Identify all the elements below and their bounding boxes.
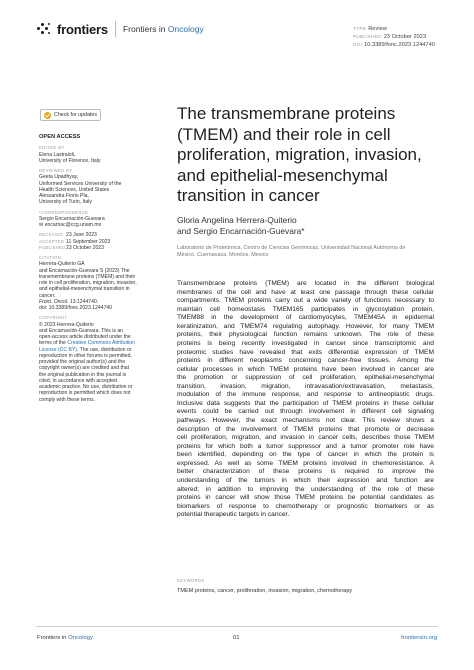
correspondence-email[interactable]: encarnac@ccg.unam.mx bbox=[44, 222, 102, 228]
footer-journal: Frontiers in Oncology bbox=[37, 635, 93, 641]
article-type: Review bbox=[368, 26, 387, 32]
frontiers-logo[interactable] bbox=[37, 21, 204, 37]
citation-doi[interactable]: doi: 10.3389/fonc.2023.1244740 bbox=[39, 305, 113, 311]
affiliation: Laboratorio de Proteómica, Centro de Ciencias Genómicas, Universidad Nacional Autónoma de México, Cuernavaca, Morelos, Mexico bbox=[177, 245, 406, 258]
sidebar-info: OPEN ACCESS EDITED BY Elena Lastraioli, University of Florence, Italy REVIEWED BY Geeta Upadhyay, Uniformed Services University of the Health Sciences, United States Alessandra Fiorio Pla, University of Turin, Italy *CORRESPONDENCE Sergio Encarnación-Guevara ✉ encarnac@ccg.unam.mx RECEIVED 23 June 2023 ACCEPTED 11 September 2023 PUBLISHED23 October 2023 CITATION Herrera-Quiterio GA and Encarnación-Guevara S (2023) The transmembrane proteins (TMEM) and their role in cell proliferation, migration, invasion, and epithelial-mesenchymal transition in cancer. Front. Oncol. 13:1244740. doi: 10.3389/fonc.2023.1244740 COPYRIGHT © 2023 Herrera-Quiterio and Encarnación-Guevara. This is an open-access article distributed under the terms of the Creative Commons Attribution License (CC BY). The use, distribution or reproduction in other forums is permitted, provided the original author(s) and the copyright owner(s) are credited and that the original publication in this journal is cited, in accordance with accepted academic practice. No use, distribution or reproduction is permitted which does not comply with these terms. bbox=[39, 134, 139, 403]
license-link[interactable]: Creative Commons Attribution bbox=[67, 340, 135, 347]
keywords: TMEM proteins, cancer, proliferation, invasion, migration, chemotherapy bbox=[177, 588, 353, 594]
doi[interactable]: 10.3389/fonc.2023.1244740 bbox=[364, 42, 435, 48]
abstract: Transmembrane proteins (TMEM) are located in the different biological membranes of the cell and have at least one passage through these cellular compartments. TMEM proteins carry out a wide variety of functions necessary to maintain cell homeostasis TMEM165 participates in glycosylation protein, TMEM88 in the development of cardiomyocytes, TMEM45A in epidermal keratinization, and TMEM74 regulating autophagy. However, for many TMEM proteins, their physiological function remains unknown. The role of these proteins is being recently investigated in cancer since transcriptomic and proteomic studies have revealed that exits differential expression of TMEM proteins in different neoplasms concerning cancer-free tissues. Among the cellular processes in which TMEM proteins have been involved in cancer are the promotion or suppression of cell proliferation, epithelial-mesenchymal transition, invasion, migration, intravasation/extravasation, metastasis, modulation of the immune response, and response to antineoplastic drugs. Inclusive data suggests that the participation of TMEM proteins in these cellular events could be carried out through involvement in different cell signaling pathways. However, the exact mechanisms not clear. This review shows a description of the involvement of TMEM proteins that promote or decrease cell proliferation, migration, and invasion in cancer cells, describes those TMEM proteins for which both a tumor suppressor and a tumor promoter role have been identified, depending on the type of cancer in which the protein is expressed. As well as some TMEM proteins involved in chemoresistance. A better characterization of these proteins is required to improve the understanding of the tumors in which their expression and function are altered; in addition to improving the understanding of the role of these proteins in cancer will show those TMEM proteins be potential candidates as biomarkers of response to chemotherapy or prognostic biomarkers or as potential therapeutic targets in cancer. bbox=[177, 280, 434, 519]
open-access-label: OPEN ACCESS bbox=[39, 134, 81, 140]
citation: Herrera-Quiterio GA and Encarnación-Guevara S (2023) The transmembrane proteins (TMEM) and their role in cell proliferation, migration, invasion, and epithelial-mesenchymal transition in cancer. Front. Oncol. 13:1244740. doi: 10.3389/fonc.2023.1244740 bbox=[39, 261, 139, 311]
brand-name: frontiers bbox=[57, 21, 108, 37]
article-title: The transmembrane proteins (TMEM) and their role in cell proliferation, migration, invasion, and epithelial-mesenchymal transition in cancer bbox=[177, 104, 422, 205]
page-number: 01 bbox=[233, 635, 240, 641]
copyright: © 2023 Herrera-Quiterio and Encarnación-Guevara. This is an open-access article distributed under the terms of the Creative Commons Attribution License (CC BY). The use, distribution or reproduction in other forums is permitted, provided the original author(s) and the copyright owner(s) are credited and that the original publication in this journal is cited, in accordance with accepted academic practice. No use, distribution or reproduction is permitted which does not comply with these terms. bbox=[39, 321, 135, 403]
correspondence: Sergio Encarnación-Guevara ✉ encarnac@ccg.unam.mx bbox=[39, 215, 105, 228]
journal-name: Frontiers in Oncology bbox=[122, 24, 204, 34]
dates: RECEIVED 23 June 2023 ACCEPTED 11 September 2023 PUBLISHED23 October 2023 bbox=[39, 232, 111, 251]
header-divider bbox=[115, 21, 116, 37]
frontiers-logo-icon bbox=[37, 22, 53, 36]
published-date: 23 October 2023 bbox=[383, 34, 427, 40]
email-icon: ✉ bbox=[39, 222, 44, 228]
authors: Gloria Angelina Herrera-Quiterio and Sergio Encarnación-Guevara* bbox=[177, 215, 305, 236]
edited-by: Elena Lastraioli, University of Florence, Italy bbox=[39, 151, 101, 164]
footer-site-link[interactable]: frontiersin.org bbox=[401, 635, 438, 641]
keywords-label: KEYWORDS bbox=[177, 578, 205, 583]
footer-divider bbox=[36, 626, 438, 627]
check-icon bbox=[44, 112, 51, 119]
reviewed-by: Geeta Upadhyay, Uniformed Services University of the Health Sciences, United States Alessandra Fiorio Pla, University of Turin, Italy bbox=[39, 174, 122, 206]
article-meta: TYPE Review PUBLISHED 23 October 2023 DOI 10.3389/fonc.2023.1244740 bbox=[353, 26, 435, 48]
check-for-updates-button[interactable]: Check for updates bbox=[40, 109, 101, 121]
license-link-2[interactable]: License (CC BY) bbox=[39, 346, 77, 353]
